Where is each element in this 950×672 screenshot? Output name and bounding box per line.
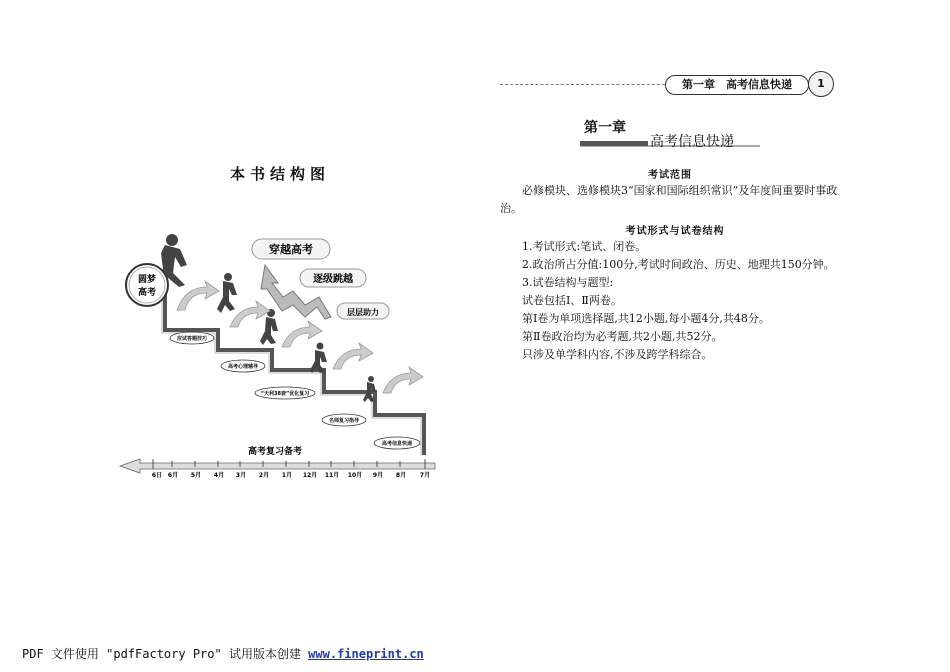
callout-leap: 逐级跳越 bbox=[313, 274, 353, 285]
section-format-list bbox=[522, 238, 835, 364]
footer-link[interactable]: www.fineprint.cn bbox=[308, 647, 424, 661]
header-rule bbox=[500, 84, 665, 85]
step-label-1: 应试答题技巧 bbox=[176, 336, 208, 342]
dream-circle bbox=[126, 264, 168, 306]
format-line: 第Ⅰ卷为单项选择题,共12小题,每小题4分,共48分。 bbox=[522, 312, 770, 325]
tick-label: 12月 bbox=[302, 472, 318, 479]
tick-label: 8月 bbox=[395, 472, 407, 479]
tick-label: 2月 bbox=[258, 472, 270, 479]
pdf-footer bbox=[22, 645, 424, 662]
timeline-title: 高考复习备考 bbox=[247, 447, 303, 457]
format-line: 2.政治所占分值:100分,考试时间政治、历史、地理共150分钟。 bbox=[522, 258, 835, 271]
tick-label: 5月 bbox=[190, 472, 202, 479]
callout-cross: 穿越高考 bbox=[269, 243, 313, 256]
circle-text-2: 高考 bbox=[137, 288, 157, 298]
tick-label: 11月 bbox=[324, 472, 340, 479]
timeline-arrow bbox=[120, 459, 435, 473]
tick-label: 7月 bbox=[419, 472, 431, 479]
section-heading-format: 考试形式与试卷结构 bbox=[625, 226, 725, 237]
step-label-5: 高考信息快递 bbox=[381, 441, 413, 447]
chapter-label: 第一章 bbox=[584, 120, 626, 136]
callout-help: 层层助力 bbox=[347, 308, 379, 317]
section-heading-scope: 考试范围 bbox=[648, 170, 692, 181]
tick-label: 6月 bbox=[167, 472, 179, 479]
format-line: 1.考试形式:笔试、闭卷。 bbox=[522, 240, 647, 253]
page-number: 1 bbox=[808, 71, 834, 97]
format-line: 3.试卷结构与题型: bbox=[522, 276, 614, 289]
tick-label: 10月 bbox=[347, 472, 363, 479]
step-label-2: 高考心理辅导 bbox=[227, 364, 259, 370]
footer-text: PDF 文件使用 "pdfFactory Pro" 试用版本创建 bbox=[22, 647, 309, 661]
format-line: 只涉及单学科内容,不涉及跨学科综合。 bbox=[522, 348, 713, 361]
tick-label: 6日 bbox=[151, 472, 163, 479]
format-line: 试卷包括Ⅰ、Ⅱ两卷。 bbox=[522, 294, 622, 307]
tick-label: 1月 bbox=[281, 472, 293, 479]
format-line: 第Ⅱ卷政治均为必考题,共2小题,共52分。 bbox=[522, 330, 723, 343]
running-header: 第一章 高考信息快递 bbox=[665, 75, 809, 95]
step-label-4: 名师复习指导 bbox=[328, 418, 360, 424]
structure-diagram bbox=[115, 225, 450, 487]
chapter-title: 高考信息快递 bbox=[650, 134, 734, 150]
tick-label: 9月 bbox=[372, 472, 384, 479]
section-scope-text: 必修模块、选修模块3“国家和国际组织常识”及年度间重要时事政治。 bbox=[500, 184, 838, 215]
structure-map-title: 本书结构图 bbox=[229, 165, 330, 183]
step-label-3: “天利38套”优化复习 bbox=[260, 391, 310, 397]
tick-label: 3月 bbox=[235, 472, 247, 479]
tick-label: 4月 bbox=[213, 472, 225, 479]
circle-text-1: 圆梦 bbox=[137, 275, 157, 285]
